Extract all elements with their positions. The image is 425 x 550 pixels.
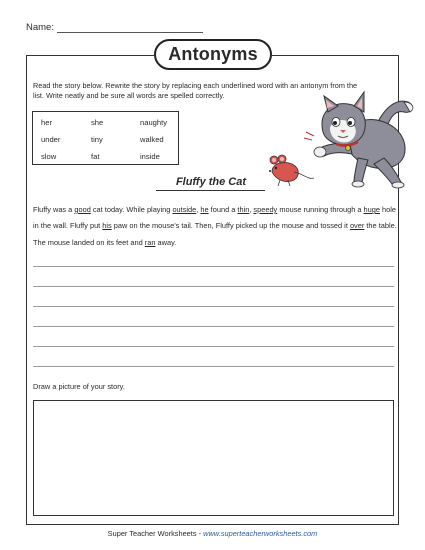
story-text: Fluffy was a [33,205,75,214]
story-text: paw on the mouse's tail. Then, Fluffy picked up the mouse and tossed it [111,221,350,231]
word-bank-word: her [41,118,52,127]
writing-line[interactable] [33,346,394,347]
name-field-row [26,22,203,33]
writing-line[interactable] [33,266,394,267]
underlined-word: outside [172,205,197,214]
worksheet-title: Antonyms [154,39,272,70]
underlined-word: thin [237,205,250,214]
underlined-word: speedy [253,205,278,214]
word-bank-word: naughty [140,118,168,127]
story-title: Fluffy the Cat [175,176,247,188]
draw-prompt: Draw a picture of your story. [33,382,125,391]
underlined-word: huge [363,205,380,214]
underlined-word: good [74,205,91,214]
name-write-line[interactable] [57,24,203,33]
footer-url-link[interactable]: www.superteacherworksheets.com [203,529,318,538]
word-bank-word: slow [41,152,57,161]
writing-line[interactable] [33,366,394,367]
story-text: cat today. While playing [90,205,173,214]
word-bank-word: walked [140,135,164,144]
word-bank-word: inside [140,152,160,161]
underlined-word: he [200,205,209,214]
word-bank-word: under [41,135,61,144]
drawing-area[interactable] [33,400,394,516]
story-text: mouse running through a [277,205,364,214]
underlined-word: his [102,221,112,231]
word-bank-word: tiny [91,135,103,144]
writing-line[interactable] [33,286,394,287]
underlined-word: ran [144,237,156,247]
footer-site-name: Super Teacher Worksheets - [107,529,204,538]
word-bank-word: she [91,118,104,127]
story-text: , [249,205,254,214]
writing-line[interactable] [33,306,394,307]
story-text: hole in the wall. Fluffy put [33,205,397,231]
story-paragraph [33,202,398,251]
cat-and-mouse-illustration [258,82,420,190]
underlined-word: over [349,221,365,231]
footer [0,529,425,538]
story-text: , [196,205,201,214]
story-text: away. [155,237,177,247]
story-title-underline [156,190,265,191]
writing-line[interactable] [33,326,394,327]
story-text: the table. The mouse landed on its feet and [33,221,397,247]
word-bank-box [32,111,179,165]
word-bank-word: fat [91,152,100,161]
story-text: found a [208,205,238,214]
name-label: Name: [26,22,54,33]
instructions-text: Read the story below. Rewrite the story by replacing each underlined word with an antonym from the list. Write neatly and be sure all words are spelled correctly. [33,81,358,100]
